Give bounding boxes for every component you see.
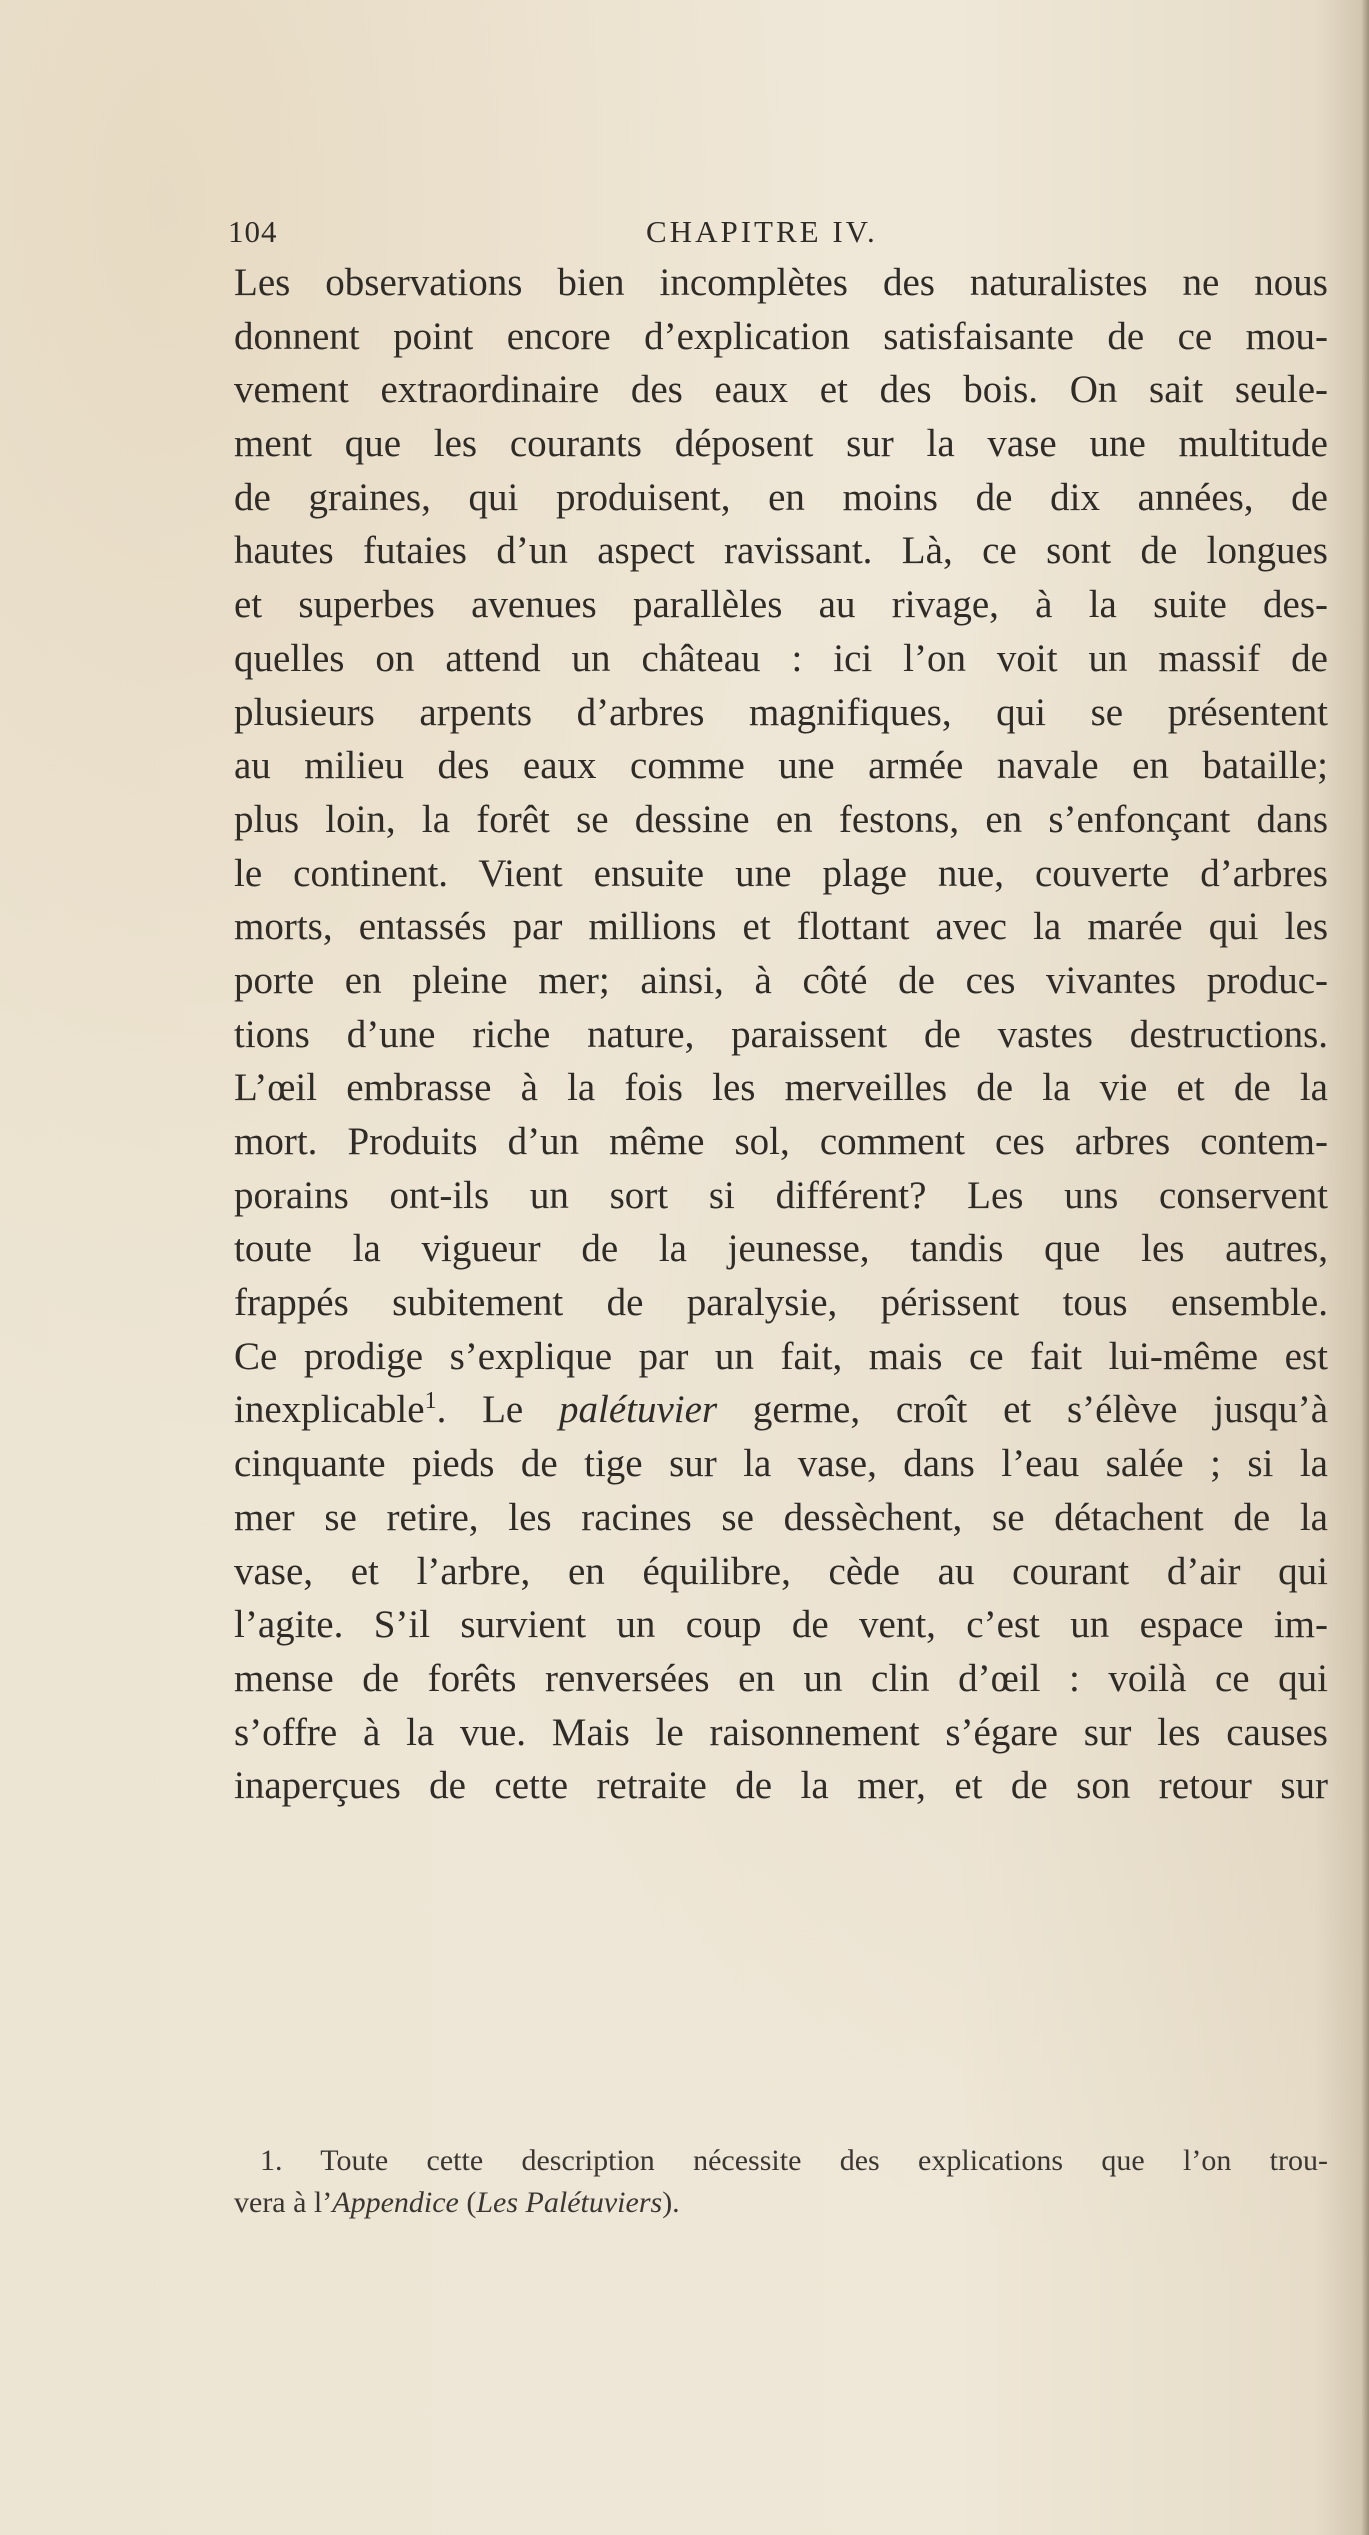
text-line: vement extraordinaire des eaux et des bois. On sait seule- bbox=[234, 368, 1328, 412]
text-line-with-note-ref bbox=[234, 1383, 1328, 1437]
text-line: l’agite. S’il survient un coup de vent, c’est un espace im- bbox=[234, 1603, 1328, 1647]
text-line: au milieu des eaux comme une armée navale en bataille; bbox=[234, 744, 1328, 788]
text-line: mense de forêts renversées en un clin d’œil : voilà ce qui bbox=[234, 1656, 1328, 1700]
running-head bbox=[228, 214, 928, 260]
footnote-ref: 1 bbox=[424, 1388, 437, 1415]
text-line: ment que les courants déposent sur la vase une multitude bbox=[234, 422, 1328, 466]
text-line: mer se retire, les racines se dessèchent, se détachent de la bbox=[234, 1495, 1328, 1539]
footnote-text: vera à l’ bbox=[234, 2186, 333, 2219]
text-line: et superbes avenues parallèles au rivage, à la suite des- bbox=[234, 583, 1328, 627]
text-line: porte en pleine mer; ainsi, à côté de ces vivantes produc- bbox=[234, 958, 1328, 1002]
text-line: L’œil embrasse à la fois les merveilles de la vie et de la bbox=[234, 1066, 1328, 1110]
text-line: mort. Produits d’un même sol, comment ces arbres contem- bbox=[234, 1120, 1328, 1163]
text-line: vase, et l’arbre, en équilibre, cède au courant d’air qui bbox=[234, 1549, 1328, 1593]
footnote-text: ( bbox=[458, 2186, 477, 2219]
footnote-marker: 1. bbox=[260, 2144, 283, 2177]
text-line: porains ont-ils un sort si différent? Les uns conservent bbox=[234, 1173, 1328, 1217]
italic-term: palétuvier bbox=[559, 1388, 718, 1432]
footnote-text: ). bbox=[662, 2186, 680, 2219]
text-line: quelles on attend un château : ici l’on voit un massif de bbox=[234, 636, 1328, 680]
line-end: germe, croît et s’élève jusqu’à bbox=[717, 1388, 1329, 1432]
text-line: s’offre à la vue. Mais le raisonnement s’égare sur les causes bbox=[234, 1710, 1328, 1754]
text-line: frappés subitement de paralysie, périssent tous ensemble. bbox=[234, 1281, 1328, 1325]
text-line: de graines, qui produisent, en moins de dix années, de bbox=[234, 475, 1328, 519]
text-line: le continent. Vient ensuite une plage nue, couverte d’arbres bbox=[234, 851, 1328, 895]
text-line: donnent point encore d’explication satisfaisante de ce mou- bbox=[234, 314, 1328, 358]
footnote-italic: Les Palétuviers bbox=[476, 2186, 663, 2219]
line-start: inexplicable bbox=[234, 1388, 425, 1432]
body-text bbox=[234, 256, 1328, 1813]
text-line: plus loin, la forêt se dessine en festons, en s’enfonçant dans bbox=[234, 797, 1328, 841]
footnote-italic: Appendice bbox=[332, 2186, 459, 2219]
text-line: cinquante pieds de tige sur la vase, dans l’eau salée ; si la bbox=[234, 1442, 1328, 1486]
footnote bbox=[234, 2140, 1328, 2224]
text-line: inaperçues de cette retraite de la mer, et de son retour sur bbox=[234, 1764, 1328, 1808]
text-line: hautes futaies d’un aspect ravissant. Là, ce sont de longues bbox=[234, 529, 1328, 573]
text-line: plusieurs arpents d’arbres magnifiques, qui se présentent bbox=[234, 690, 1328, 734]
text-line: morts, entassés par millions et flottant avec la marée qui les bbox=[234, 905, 1328, 949]
chapter-title: CHAPITRE IV. bbox=[646, 214, 878, 249]
page-edge-shadow bbox=[1361, 0, 1369, 2535]
footnote-line bbox=[234, 2182, 1328, 2224]
footnote-line bbox=[234, 2140, 1328, 2182]
page-number: 104 bbox=[228, 214, 278, 249]
text-line: Les observations bien incomplètes des naturalistes ne nous bbox=[234, 261, 1328, 304]
line-after-ref: . Le bbox=[436, 1388, 560, 1432]
text-line: toute la vigueur de la jeunesse, tandis que les autres, bbox=[234, 1227, 1328, 1271]
text-line: Ce prodige s’explique par un fait, mais ce fait lui-même est bbox=[234, 1334, 1328, 1378]
text-line: tions d’une riche nature, paraissent de vastes destructions. bbox=[234, 1012, 1328, 1056]
footnote-text: Toute cette description nécessite des explications que l’on trou- bbox=[320, 2144, 1328, 2177]
